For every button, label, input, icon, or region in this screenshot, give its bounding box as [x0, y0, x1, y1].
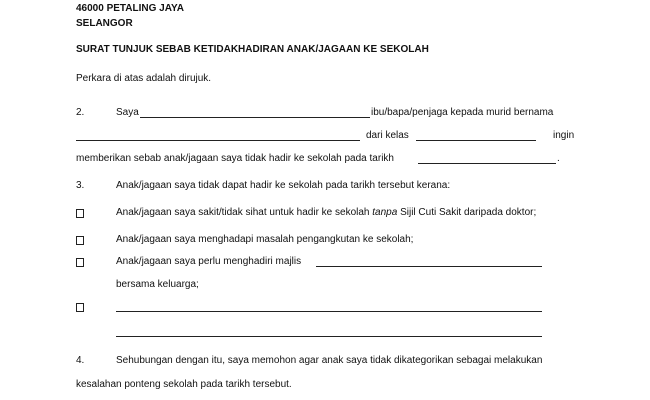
section-4-line1: Sehubungan dengan itu, saya memohon agar anak saya tidak dikategorikan sebagai melakukan — [116, 355, 543, 366]
class-blank[interactable] — [416, 140, 536, 141]
option-transport: Anak/jagaan saya menghadapi masalah pengangkutan ke sekolah; — [116, 234, 414, 245]
event-checkbox[interactable] — [76, 258, 84, 267]
address-line1: 46000 PETALING JAYA — [76, 3, 185, 14]
saya-label: Saya — [116, 107, 139, 118]
section-3-intro: Anak/jagaan saya tidak dapat hadir ke sekolah pada tarikh tersebut kerana: — [116, 180, 451, 191]
option-event: Anak/jagaan saya perlu menghadiri majlis — [116, 256, 302, 267]
other-reason-checkbox[interactable] — [76, 303, 84, 312]
address-line2: SELANGOR — [76, 18, 133, 29]
parent-relation-text: ibu/bapa/penjaga kepada murid bernama — [371, 107, 554, 118]
section-4-number: 4. — [76, 355, 85, 366]
option-sick-tanpa: tanpa — [372, 207, 398, 218]
event-name-blank[interactable] — [316, 266, 542, 267]
reason-text: memberikan sebab anak/jagaan saya tidak hadir ke sekolah pada tarikh — [76, 153, 394, 164]
absence-date-blank[interactable] — [418, 163, 556, 164]
option-sick-text-end: Sijil Cuti Sakit daripada doktor; — [397, 207, 537, 218]
option-sick — [116, 207, 536, 219]
from-class-label: dari kelas — [366, 130, 409, 141]
ingin-label: ingin — [553, 130, 575, 141]
section-2-number: 2. — [76, 107, 85, 118]
option-event-continued: bersama keluarga; — [116, 279, 199, 290]
transport-checkbox[interactable] — [76, 236, 84, 245]
section-3-number: 3. — [76, 180, 85, 191]
section-4-line2: kesalahan ponteng sekolah pada tarikh tersebut. — [76, 379, 292, 390]
other-reason-blank-1[interactable] — [116, 311, 542, 312]
reason-period: . — [557, 153, 560, 164]
letter-subject: SURAT TUNJUK SEBAB KETIDAKHADIRAN ANAK/JAGAAN KE SEKOLAH — [76, 44, 429, 55]
sick-checkbox[interactable] — [76, 209, 84, 218]
student-name-blank[interactable] — [76, 140, 360, 141]
option-sick-text: Anak/jagaan saya sakit/tidak sihat untuk hadir ke sekolah — [116, 207, 373, 218]
other-reason-blank-2[interactable] — [116, 336, 542, 337]
reference-line: Perkara di atas adalah dirujuk. — [76, 73, 212, 84]
parent-name-blank[interactable] — [140, 117, 370, 118]
